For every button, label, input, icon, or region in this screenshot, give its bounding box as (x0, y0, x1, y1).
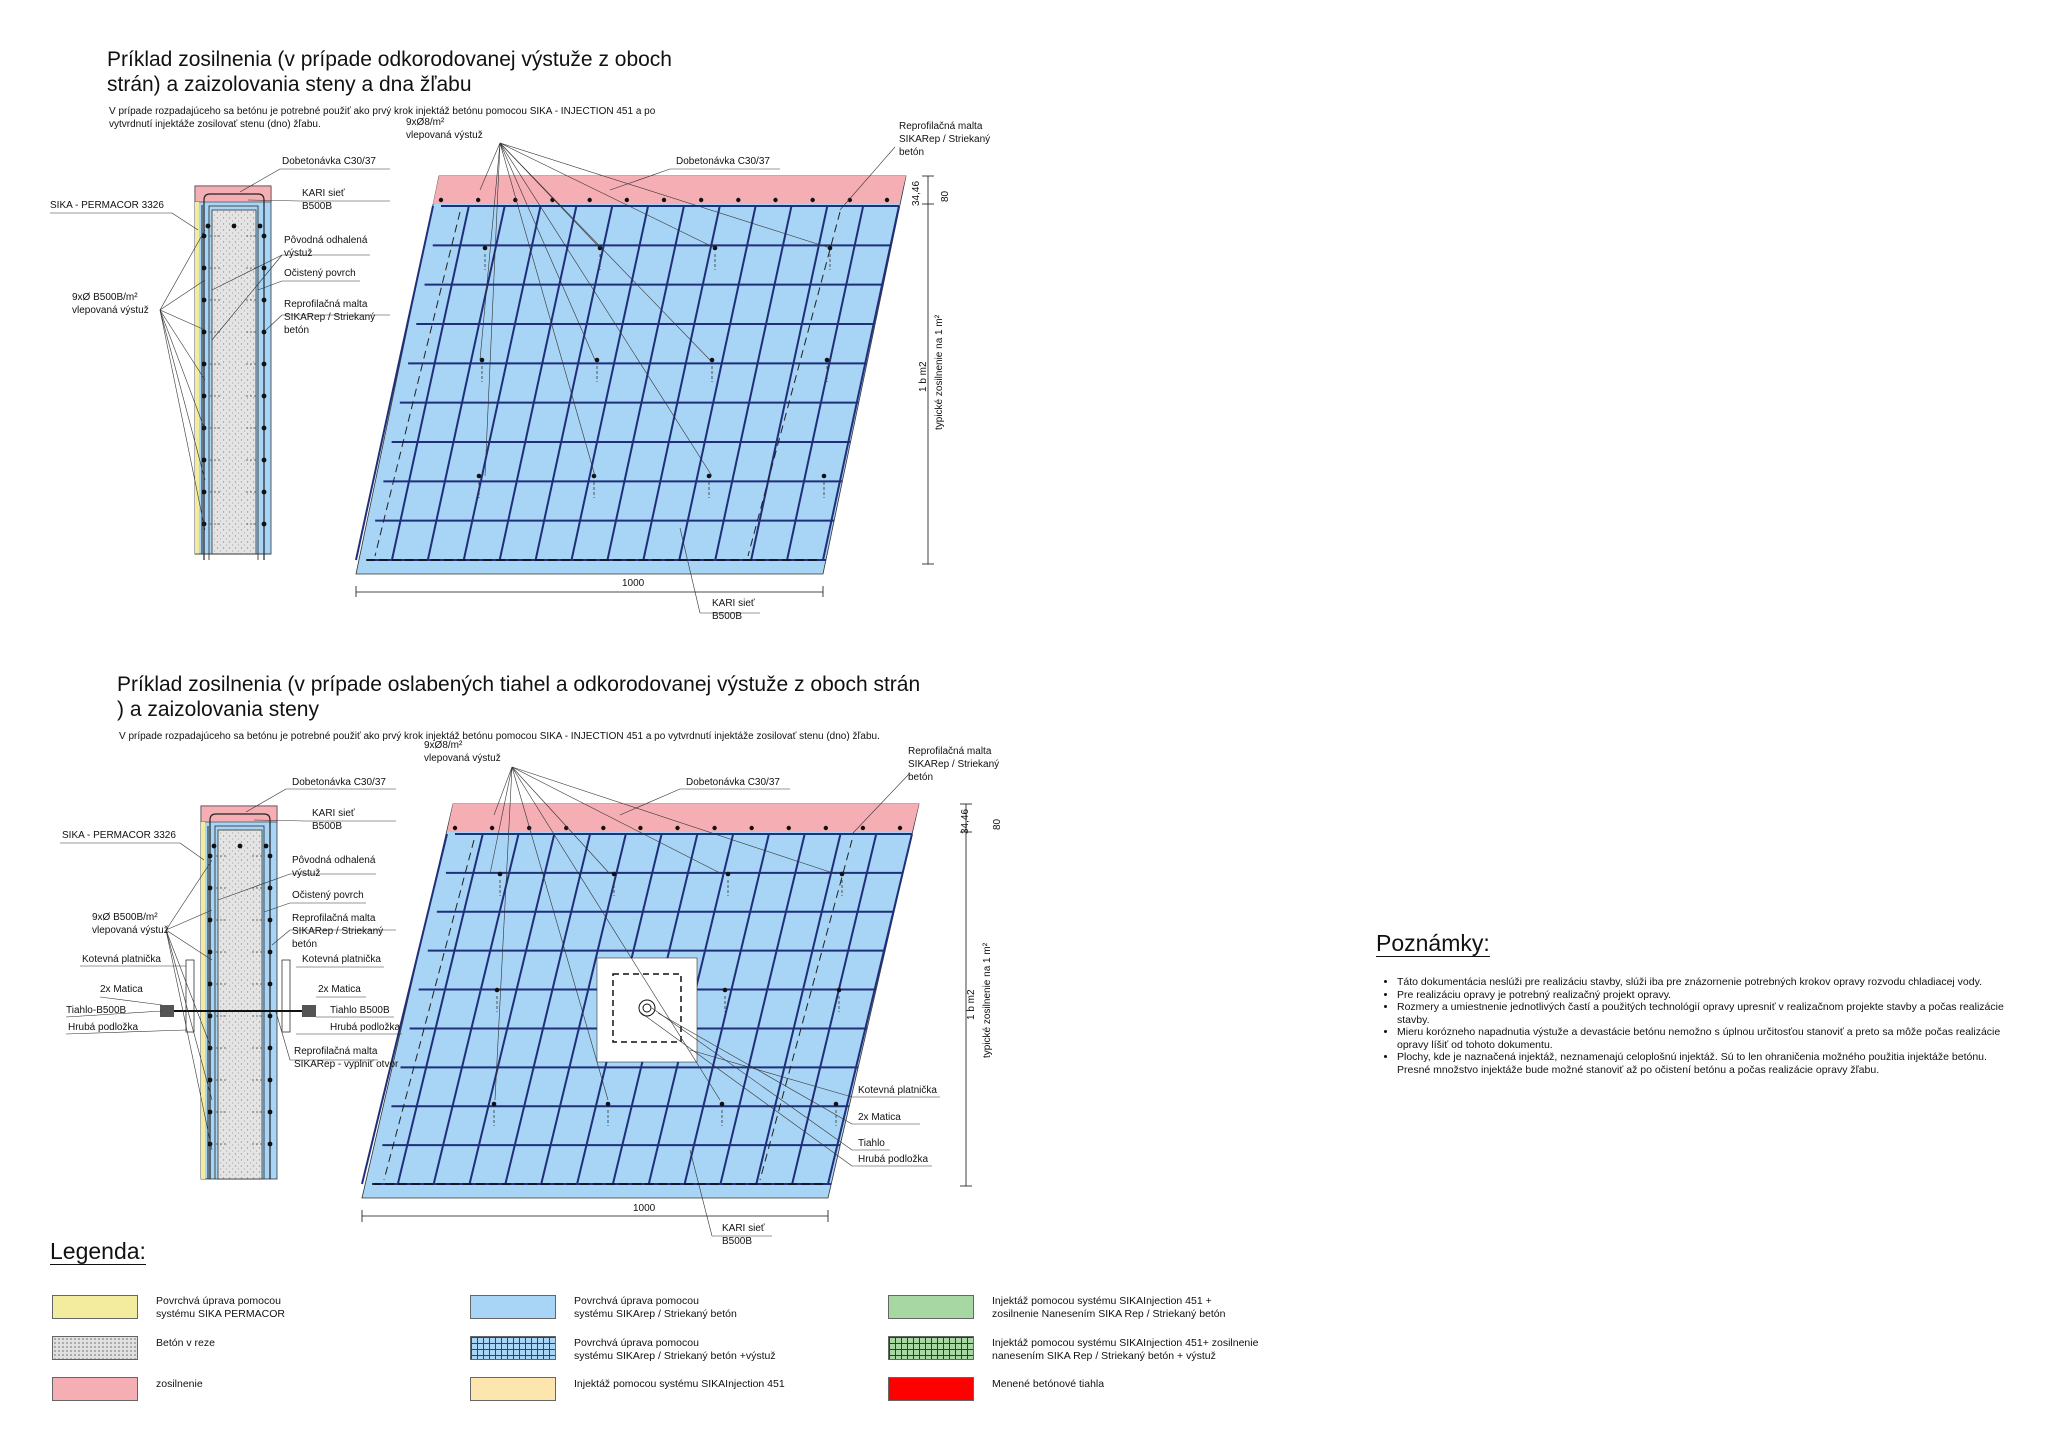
section2-title-line1: Príklad zosilnenia (v prípade oslabených tiahel a odkorodovanej výstuže z oboch strán (117, 673, 921, 696)
s1-label-vlep-2: vlepovaná výstuž (72, 305, 149, 316)
s1-side-label-2: typické zosilnenie na 1 m² (934, 314, 945, 430)
legend-swatch-permacor (52, 1295, 138, 1319)
s2-label-vlep-2: vlepovaná výstuž (92, 925, 169, 936)
s1-plan-label-vlep-1: 9xØ8/m² (406, 117, 445, 128)
s2-label-repro-2: SIKARep / Striekaný (292, 926, 384, 937)
notes-item: • Rozmery a umiestnenie jednotlivých častí a použitých technológií opravy upresniť v realizačnom projekte stavby a počas realizácie stavby. (1397, 1001, 2011, 1026)
s1-plan-label-repro-3: betón (899, 147, 925, 158)
s1-plan-label-repro-1: Reprofilačná malta (899, 121, 983, 132)
notes-list (1371, 976, 2011, 1076)
notes-item: • Mieru korózneho napadnutia výstuže a devastácie betónu nemožno s úplnou určitosťou stanoviť a preto sa môže počas realizácie opravy líšiť od tohoto dokumentu. (1397, 1026, 2011, 1051)
s2-plan-label-repro-3: betón (908, 772, 934, 783)
legend-title: Legenda: (50, 1238, 146, 1264)
legend-text-sikarep: Povrchvá úprava pomocou systému SIKArep / Striekaný betón (574, 1295, 737, 1320)
s1-plan-label-vlep-2: vlepovaná výstuž (406, 130, 483, 141)
s2-plan-label-vlep-1: 9xØ8/m² (424, 740, 463, 751)
legend-text-permacor: Povrchvá úprava pomocou systému SIKA PERMACOR (156, 1295, 285, 1320)
s2-dim-1000: 1000 (633, 1203, 656, 1214)
section2-title-line2: ) a zaizolovania steny (117, 698, 319, 721)
s2-label-matica-right: 2x Matica (318, 984, 361, 995)
section1-subtitle-line1: V prípade rozpadajúceho sa betónu je potrebné použiť ako prvý krok injektáž betónu pomocou SIKA - INJECTION 451 a po (109, 106, 656, 117)
legend-text-sikarep-grid: Povrchvá úprava pomocou systému SIKArep / Striekaný betón +výstuž (574, 1337, 776, 1362)
s1-label-povodna-1: Pôvodná odhalená (284, 235, 368, 246)
s2-plan-label-tiahlo: Tiahlo (858, 1138, 885, 1149)
legend-swatch-injection (470, 1377, 556, 1401)
s2-dim-3446: 34,46 (960, 808, 971, 834)
s2-label-kotevna-right: Kotevná platnička (302, 954, 381, 965)
s2-side-label-1: 1 b m2 (966, 989, 977, 1020)
legend-text-injection-rep-grid: Injektáž pomocou systému SIKAInjection 451+ zosilnenie nanesením SIKA Rep / Striekaný betón + výstuž (992, 1337, 1259, 1362)
legend-swatch-injection-rep-grid (888, 1336, 974, 1360)
s2-plan-label-kari-1: KARI sieť (722, 1223, 765, 1234)
s2-plan-label-dobetonavka: Dobetonávka C30/37 (686, 777, 780, 788)
s2-plan-label-kari-2: B500B (722, 1236, 753, 1247)
s2-side-label-2: typické zosilnenie na 1 m² (982, 942, 993, 1058)
s2-label-tiahlo-right: Tiahlo B500B (330, 1005, 390, 1016)
s2-label-podlozka-right: Hrubá podložka (330, 1022, 401, 1033)
notes-item: • Plochy, kde je naznačená injektáž, neznamenajú celoplošnú injektáž. Sú to len ohraničenia možného použitia injektáže betónu. Presné množstvo injektáže bude možné stanoviť až po očistení betónu a počas realizácie opravy žľabu. (1397, 1051, 2011, 1076)
section1-plan-view (356, 176, 934, 597)
s2-plan-label-podlozka: Hrubá podložka (858, 1154, 929, 1165)
s2-label-ocisteny: Očistený povrch (292, 890, 364, 901)
s2-label-povodna-2: výstuž (292, 868, 321, 879)
s2-label-permacor: SIKA - PERMACOR 3326 (62, 830, 176, 841)
legend-text-zosilnenie: zosilnenie (156, 1378, 203, 1390)
s2-label-repro2-2: SIKARep - vyplniť otvor (294, 1059, 399, 1070)
section2-subtitle-line1: V prípade rozpadajúceho sa betónu je potrebné použiť ako prvý krok injektáž betónu pomocou SIKA - INJECTION 451 a po vytvrdnutí injektáže zosilovať stenu (dno) žľabu. (119, 731, 880, 742)
s1-label-povodna-2: výstuž (284, 248, 313, 259)
s1-label-kari-2: B500B (302, 201, 333, 212)
s1-label-vlep-1: 9xØ B500B/m² (72, 292, 138, 303)
legend-swatch-beton (52, 1336, 138, 1360)
s2-plan-label-repro-2: SIKARep / Striekaný (908, 759, 1000, 770)
s1-dim-3446: 34,46 (911, 180, 922, 206)
legend-text-tiahla: Menené betónové tiahla (992, 1378, 1105, 1390)
s1-label-kari-1: KARI sieť (302, 188, 345, 199)
s2-label-dobetonavka: Dobetonávka C30/37 (292, 777, 386, 788)
s2-label-kari-2: B500B (312, 821, 343, 832)
legend-swatch-sikarep-grid (470, 1336, 556, 1360)
s1-label-permacor: SIKA - PERMACOR 3326 (50, 200, 164, 211)
s1-plan-label-kari-2: B500B (712, 611, 743, 622)
s2-plan-label-repro-1: Reprofilačná malta (908, 746, 992, 757)
s1-dim-80: 80 (940, 190, 951, 202)
s2-plan-label-kotevna: Kotevná platnička (858, 1085, 937, 1096)
s2-label-tiahlo-left: Tiahlo-B500B (66, 1005, 127, 1016)
s1-plan-label-dobetonavka: Dobetonávka C30/37 (676, 156, 770, 167)
notes-item: • Pre realizáciu opravy je potrebný realizačný projekt opravy. (1397, 989, 2011, 1002)
s1-label-dobetonavka: Dobetonávka C30/37 (282, 156, 376, 167)
s2-dim-80: 80 (992, 818, 1003, 830)
section1-title-line2: strán) a zaizolovania steny a dna žľabu (107, 73, 472, 96)
legend-text-beton: Betón v reze (156, 1337, 215, 1349)
s2-label-repro-1: Reprofilačná malta (292, 913, 376, 924)
legend-swatch-injection-rep (888, 1295, 974, 1319)
s2-label-vlep-1: 9xØ B500B/m² (92, 912, 158, 923)
s1-label-repro-2: SIKARep / Striekaný (284, 312, 376, 323)
s1-label-repro-3: betón (284, 325, 310, 336)
s2-label-podlozka-left: Hrubá podložka (68, 1022, 139, 1033)
s1-label-repro-1: Reprofilačná malta (284, 299, 368, 310)
s2-label-povodna-1: Pôvodná odhalená (292, 855, 376, 866)
legend-swatch-sikarep (470, 1295, 556, 1319)
s2-plan-label-vlep-2: vlepovaná výstuž (424, 753, 501, 764)
section1-title-line1: Príklad zosilnenia (v prípade odkorodovanej výstuže z oboch (107, 48, 672, 71)
s1-side-label-1: 1 b m2 (918, 361, 929, 392)
s1-plan-label-kari-1: KARI sieť (712, 598, 755, 609)
section1-wall-section (195, 186, 271, 560)
s1-label-ocisteny: Očistený povrch (284, 268, 356, 279)
s2-label-kari-1: KARI sieť (312, 808, 355, 819)
legend-swatch-tiahla (888, 1377, 974, 1401)
notes-item: • Táto dokumentácia neslúži pre realizáciu stavby, slúži iba pre znázornenie potrebných krokov opravy rozvodu chladiacej vody. (1397, 976, 2011, 989)
s1-dim-1000: 1000 (622, 578, 645, 589)
legend-swatch-zosilnenie (52, 1377, 138, 1401)
notes-title: Poznámky: (1376, 930, 1490, 956)
section1-subtitle-line2: vytvrdnutí injektáže zosilovať stenu (dno) žľabu. (109, 119, 321, 130)
s2-plan-label-matica: 2x Matica (858, 1112, 901, 1123)
s2-label-matica-left: 2x Matica (100, 984, 143, 995)
s2-label-repro-3: betón (292, 939, 318, 950)
s2-label-repro2-1: Reprofilačná malta (294, 1046, 378, 1057)
s2-label-kotevna-left: Kotevná platnička (82, 954, 161, 965)
s1-plan-label-repro-2: SIKARep / Striekaný (899, 134, 991, 145)
legend-text-injection: Injektáž pomocou systému SIKAInjection 451 (574, 1378, 785, 1390)
legend-text-injection-rep: Injektáž pomocou systému SIKAInjection 451 + zosilnenie Nanesením SIKA Rep / Striekaný betón (992, 1295, 1226, 1320)
